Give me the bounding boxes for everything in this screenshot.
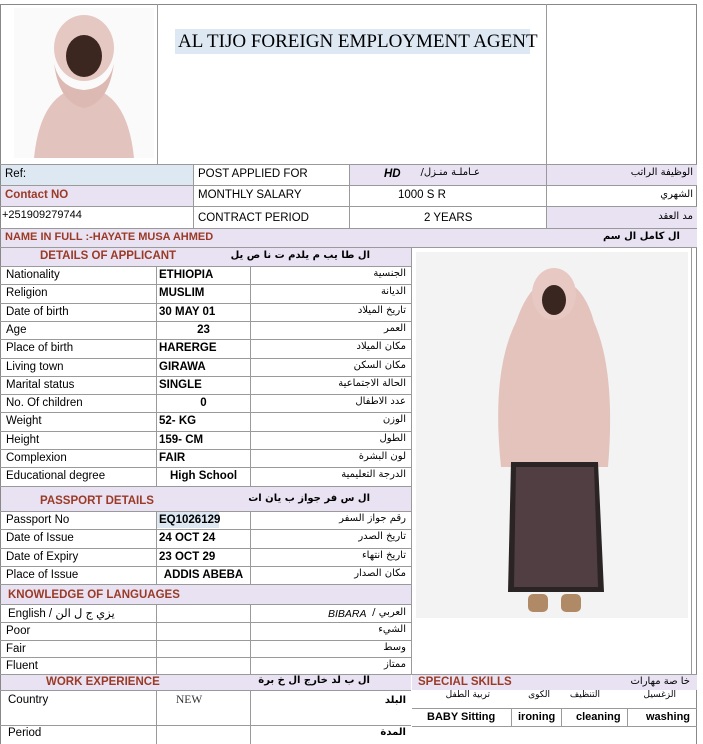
period-label-ar: المدة xyxy=(380,727,406,738)
ref-label: Ref: xyxy=(5,168,27,180)
applicant-row-7-value: 0 xyxy=(200,397,207,410)
applicant-row-10-label-ar: لون البشرة xyxy=(358,451,406,462)
passport-row-2-label: Date of Expiry xyxy=(6,550,79,563)
applicant-row-2-label: Date of birth xyxy=(6,305,69,318)
applicant-row-11-value: High School xyxy=(169,470,238,483)
post-value: HD xyxy=(384,168,401,180)
applicant-row-1-label-ar: الديانة xyxy=(380,286,406,298)
portrait-illustration xyxy=(14,8,154,158)
applicant-section-title: DETAILS OF APPLICANT xyxy=(40,250,177,262)
english-label: English / يزي ج ل الن xyxy=(8,608,115,620)
salary-label: MONTHLY SALARY xyxy=(198,189,302,201)
language-row-1-label: Fair xyxy=(6,642,26,655)
work-section-title: WORK EXPERIENCE xyxy=(46,676,160,688)
skills-section-title: SPECIAL SKILLS xyxy=(418,676,512,688)
full-name-label-ar: ال كامل ال سم xyxy=(602,231,680,242)
passport-row-3-value: ADDIS ABEBA xyxy=(163,568,244,581)
salary-label-ar: الشهري xyxy=(660,189,693,200)
country-value: NEW xyxy=(176,694,203,706)
applicant-row-0-label-ar: الجنسية xyxy=(373,268,406,279)
contract-value: 2 YEARS xyxy=(424,212,473,224)
post-label-ar: الوظيفة الراتب xyxy=(630,167,693,178)
applicant-row-11-label: Educational degree xyxy=(6,470,106,483)
full-body-illustration xyxy=(416,252,688,618)
applicant-row-9-value: 159- CM xyxy=(159,433,204,446)
language-row-2-label: Fluent xyxy=(6,660,38,672)
passport-section-title-ar: ال س فر جواز ب يان ات xyxy=(248,493,370,504)
applicant-row-2-value: 30 MAY 01 xyxy=(159,305,216,318)
salary-value: 1000 S R xyxy=(398,189,446,201)
applicant-row-4-label: Place of birth xyxy=(6,342,74,355)
passport-row-1-label-ar: تاريخ الصدر xyxy=(358,531,406,543)
passport-row-2-value: 23 OCT 29 xyxy=(159,550,216,563)
passport-row-1-value: 24 OCT 24 xyxy=(159,532,216,545)
skill-cleaning: cleaning xyxy=(576,711,621,723)
work-section-title-ar: ال ب لد خارج ال خ برة xyxy=(258,675,370,686)
language-row-2-label-ar: ممتاز xyxy=(383,659,406,670)
applicant-row-1-label: Religion xyxy=(6,287,48,300)
applicant-row-7-label: No. Of children xyxy=(6,397,83,410)
applicant-row-5-value: GIRAWA xyxy=(159,360,206,373)
passport-row-3-label: Place of Issue xyxy=(6,568,79,581)
country-label: Country xyxy=(8,694,49,706)
skills-section-title-ar: خا صة مهارات xyxy=(630,676,690,687)
arabic-label: العربي / xyxy=(372,607,406,618)
skill-washing: washing xyxy=(646,711,691,723)
language-row-1-label-ar: وسط xyxy=(383,641,406,653)
passport-row-0-label: Passport No xyxy=(6,514,70,526)
language-row-0-label: Poor xyxy=(6,625,31,637)
applicant-row-1-value: MUSLIM xyxy=(159,287,205,300)
applicant-row-0-value: ETHIOPIA xyxy=(159,269,214,281)
applicant-row-8-label-ar: الوزن xyxy=(382,414,406,426)
applicant-row-6-value: SINGLE xyxy=(159,378,202,391)
passport-row-1-label: Date of Issue xyxy=(6,532,74,545)
applicant-row-4-value: HARERGE xyxy=(159,342,217,355)
period-label: Period xyxy=(8,727,42,739)
phone-number: +251909279744 xyxy=(2,209,82,221)
skill-baby-sitting: BABY Sitting xyxy=(427,711,496,723)
applicant-full-body-photo xyxy=(416,252,688,618)
applicant-row-6-label: Marital status xyxy=(6,378,75,391)
applicant-row-3-label-ar: العمر xyxy=(384,322,406,334)
applicant-row-6-label-ar: الحالة الاجتماعية xyxy=(338,377,406,389)
languages-section-title: KNOWLEDGE OF LANGUAGES xyxy=(8,589,180,601)
skill-ironing: ironing xyxy=(518,711,556,723)
contract-label-ar: مد العقد xyxy=(658,211,693,222)
applicant-row-0-label: Nationality xyxy=(6,269,60,281)
post-value-ar: عـاملـة منـزل/ xyxy=(420,167,480,178)
passport-row-3-label-ar: مكان الصدار xyxy=(354,567,406,579)
passport-row-0-label-ar: رقم جواز السفر xyxy=(339,513,406,524)
applicant-row-7-label-ar: عدد الاطفال xyxy=(355,396,406,408)
applicant-row-5-label-ar: مكان السكن xyxy=(353,359,406,371)
applicant-row-10-label: Complexion xyxy=(6,452,67,464)
applicant-row-8-value: 52- KG xyxy=(159,415,197,428)
applicant-row-10-value: FAIR xyxy=(159,452,186,464)
applicant-portrait-photo xyxy=(14,8,154,158)
applicant-section-title-ar: ال طا يب م يلدم ت نا ص يل xyxy=(230,250,370,261)
applicant-row-9-label: Height xyxy=(6,433,40,446)
applicant-row-2-label-ar: تاريخ الميلاد xyxy=(357,304,406,316)
contact-label: Contact NO xyxy=(5,189,69,201)
applicant-row-9-label-ar: الطول xyxy=(379,432,406,444)
full-name: NAME IN FULL :-HAYATE MUSA AHMED xyxy=(5,231,214,243)
contract-label: CONTRACT PERIOD xyxy=(198,212,309,224)
applicant-row-8-label: Weight xyxy=(6,415,42,428)
skill-ar-3: الزغسيل xyxy=(643,690,676,700)
arabic-value: BIBARA xyxy=(328,608,367,620)
passport-row-0-value: EQ1026129 xyxy=(159,514,221,526)
applicant-row-5-label: Living town xyxy=(6,360,64,373)
applicant-row-11-label-ar: الدرجة التعليمية xyxy=(341,469,406,481)
applicant-row-3-label: Age xyxy=(6,323,27,336)
language-row-0-label-ar: الشيء xyxy=(378,624,406,635)
applicant-row-4-label-ar: مكان الميلاد xyxy=(356,341,406,353)
skill-ar-2: التنظيف xyxy=(569,690,600,700)
passport-row-2-label-ar: تاريخ انتهاء xyxy=(361,549,406,561)
applicant-row-3-value: 23 xyxy=(197,323,210,336)
post-label: POST APPLIED FOR xyxy=(198,168,308,180)
agency-title: AL TIJO FOREIGN EMPLOYMENT AGENT xyxy=(178,31,538,52)
skill-ar-1: الكوى xyxy=(528,690,550,700)
skill-ar-0: تربية الطفل xyxy=(445,690,490,700)
passport-section-title: PASSPORT DETAILS xyxy=(40,495,154,507)
country-label-ar: البلد xyxy=(384,695,406,706)
